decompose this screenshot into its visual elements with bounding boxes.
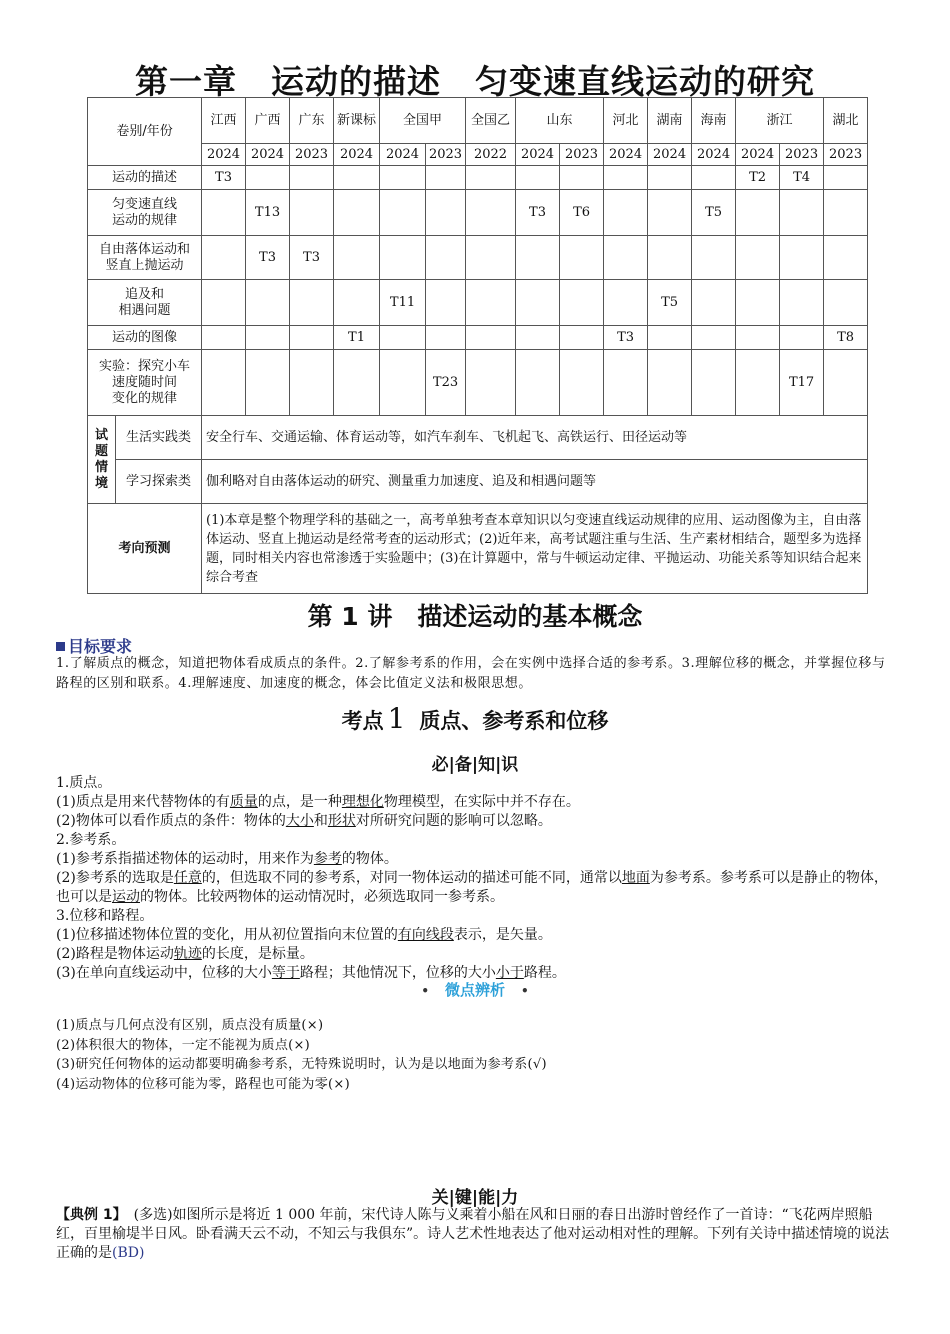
question-cell: T3 [202, 166, 246, 190]
question-cell [560, 236, 604, 280]
context-label: 试 题 情 境 [88, 416, 116, 504]
question-cell [246, 350, 290, 416]
question-cell [290, 280, 334, 326]
question-cell [202, 326, 246, 350]
forecast-row [88, 504, 868, 594]
knowledge-line: (1)位移描述物体位置的变化，用从初位置指向末位置的有向线段表示，是矢量。 [56, 927, 552, 943]
question-cell [334, 236, 380, 280]
context-type: 生活实践类 [116, 416, 202, 460]
question-cell [648, 166, 692, 190]
question-cell [516, 280, 560, 326]
year-header: 2023 [824, 144, 868, 166]
blank-answer: 等于 [271, 965, 300, 981]
question-cell: T3 [246, 236, 290, 280]
year-header: 2023 [780, 144, 824, 166]
question-cell: T5 [692, 190, 736, 236]
table-row [88, 326, 868, 350]
micro-analysis-heading: • 微点辨析 • [421, 981, 529, 999]
question-cell: T8 [824, 326, 868, 350]
knowledge-line: (2)参考系的选取是任意的，但选取不同的参考系，对同一物体运动的描述可能不同，通常以地面为参考系。参考系可以是静止的物体，也可以是运动的物体。比较两物体的运动情况时，必须选取同一参考系。 [56, 870, 888, 905]
question-cell [466, 350, 516, 416]
question-cell [604, 166, 648, 190]
judgment-item: (1)质点与几何点没有区别，质点没有质量(×) [56, 1018, 324, 1033]
question-cell [736, 280, 780, 326]
table-row [88, 280, 868, 326]
judgment-item: (2)体积很大的物体，一定不能视为质点(×) [56, 1037, 311, 1053]
table-corner-header: 卷别/年份 [88, 98, 202, 166]
question-cell: T17 [780, 350, 824, 416]
region-header: 江西 [202, 98, 246, 144]
table-row [88, 350, 868, 416]
table-row [88, 166, 868, 190]
question-cell [334, 190, 380, 236]
judgment-item: (4)运动物体的位移可能为零，路程也可能为零(×) [56, 1076, 350, 1092]
context-row [88, 460, 868, 504]
question-cell: T3 [290, 236, 334, 280]
question-cell [380, 166, 426, 190]
question-cell [780, 236, 824, 280]
region-header: 浙江 [736, 98, 824, 144]
question-cell [736, 236, 780, 280]
question-cell [466, 236, 516, 280]
lecture-title: 第 1 讲 描述运动的基本概念 [307, 602, 643, 631]
context-type: 学习探索类 [116, 460, 202, 504]
question-cell [380, 236, 426, 280]
question-cell [246, 326, 290, 350]
question-cell [516, 236, 560, 280]
ability-heading: 关|键|能|力 [431, 1188, 519, 1208]
year-header: 2024 [380, 144, 426, 166]
question-cell [466, 326, 516, 350]
question-cell [290, 350, 334, 416]
question-cell [202, 236, 246, 280]
kaodian-title: 考点 1 质点、参考系和位移 [341, 702, 609, 735]
question-cell [692, 280, 736, 326]
question-cell [426, 190, 466, 236]
forecast-text: (1)本章是整个物理学科的基础之一，高考单独考查本章知识以匀变速直线运动规律的应用、运动图像为主，自由落体运动、竖直上抛运动是经常考查的运动形式；(2)近年来，高考试题注重与生活、生产素材相结合，题型多为选择题，同时相关内容也常渗透于实验题中；(3)在计算题中，常与牛顿运动定律、平抛运动、功能关系等知识结合起来综合考查 [202, 504, 868, 594]
knowledge-line: (1)质点是用来代替物体的有质量的点，是一种理想化物理模型，在实际中并不存在。 [56, 794, 580, 810]
year-header: 2023 [426, 144, 466, 166]
question-cell [202, 190, 246, 236]
question-cell: T13 [246, 190, 290, 236]
judgment-list [56, 1016, 896, 1094]
question-cell [824, 280, 868, 326]
table-row [88, 190, 868, 236]
question-cell [426, 280, 466, 326]
region-header: 新课标 [334, 98, 380, 144]
question-cell [648, 350, 692, 416]
topic-cell: 实验：探究小车 速度随时间 变化的规律 [88, 350, 202, 416]
knowledge-line: (3)在单向直线运动中，位移的大小等于路程；其他情况下，位移的大小小于路程。 [56, 965, 566, 981]
question-cell [736, 190, 780, 236]
knowledge-line: (2)路程是物体运动轨迹的长度，是标量。 [56, 946, 314, 962]
question-cell [824, 236, 868, 280]
question-cell [560, 166, 604, 190]
question-cell: T23 [426, 350, 466, 416]
topic-cell: 匀变速直线 运动的规律 [88, 190, 202, 236]
year-header: 2024 [516, 144, 560, 166]
question-cell [426, 236, 466, 280]
question-cell [692, 350, 736, 416]
context-row [88, 416, 868, 460]
question-cell: T3 [516, 190, 560, 236]
square-bullet-icon [56, 642, 65, 651]
blank-answer: 有向线段 [397, 927, 454, 943]
question-cell [246, 166, 290, 190]
blank-answer: 任意 [173, 870, 202, 886]
question-cell [202, 350, 246, 416]
question-cell [692, 166, 736, 190]
forecast-label: 考向预测 [88, 504, 202, 594]
year-header: 2023 [290, 144, 334, 166]
year-header: 2022 [466, 144, 516, 166]
question-cell [736, 326, 780, 350]
topic-cell: 追及和 相遇问题 [88, 280, 202, 326]
question-cell [560, 350, 604, 416]
table-row [88, 236, 868, 280]
knowledge-body [56, 774, 896, 983]
year-header: 2024 [692, 144, 736, 166]
knowledge-heading: 必|备|知|识 [431, 755, 519, 775]
goals-text: 1.了解质点的概念，知道把物体看成质点的条件。2.了解参考系的作用，会在实例中选择合适的参考系。3.理解位移的概念，并掌握位移与路程的区别和联系。4.理解速度、加速度的概念，体会比值定义法和极限思想。 [56, 656, 886, 691]
question-cell [824, 166, 868, 190]
blank-answer: 运动 [112, 889, 140, 905]
blank-answer: 参考 [313, 851, 342, 867]
year-header: 2024 [334, 144, 380, 166]
region-header: 广西 [246, 98, 290, 144]
blank-answer: 地面 [621, 870, 650, 886]
chapter-title: 第一章 运动的描述 匀变速直线运动的研究 [135, 62, 815, 101]
question-cell [380, 350, 426, 416]
question-cell [380, 190, 426, 236]
question-cell: T4 [780, 166, 824, 190]
region-header: 广东 [290, 98, 334, 144]
knowledge-line: (1)参考系指描述物体的运动时，用来作为参考的物体。 [56, 851, 398, 867]
question-cell [466, 190, 516, 236]
question-cell [516, 350, 560, 416]
question-cell [780, 280, 824, 326]
question-cell: T6 [560, 190, 604, 236]
region-header: 全国甲 [380, 98, 466, 144]
year-header: 2024 [736, 144, 780, 166]
question-cell [426, 166, 466, 190]
blank-answer: 形状 [327, 813, 356, 829]
year-header: 2024 [246, 144, 290, 166]
question-cell [380, 326, 426, 350]
region-header: 全国乙 [466, 98, 516, 144]
question-cell [290, 190, 334, 236]
question-cell [604, 190, 648, 236]
question-cell [290, 326, 334, 350]
question-cell [246, 280, 290, 326]
question-cell [604, 236, 648, 280]
question-cell [334, 350, 380, 416]
question-cell [780, 326, 824, 350]
year-header: 2024 [648, 144, 692, 166]
region-header: 海南 [692, 98, 736, 144]
topic-cell: 运动的描述 [88, 166, 202, 190]
question-cell [466, 280, 516, 326]
context-text: 伽利略对自由落体运动的研究、测量重力加速度、追及和相遇问题等 [202, 460, 868, 504]
region-header: 湖北 [824, 98, 868, 144]
topic-cell: 运动的图像 [88, 326, 202, 350]
question-cell [736, 350, 780, 416]
question-cell [648, 190, 692, 236]
question-cell [334, 280, 380, 326]
blank-answer: 理想化 [341, 794, 384, 810]
region-header: 湖南 [648, 98, 692, 144]
question-cell [692, 236, 736, 280]
exam-distribution-table [87, 97, 868, 594]
context-text: 安全行车、交通运输、体育运动等，如汽车刹车、飞机起飞、高铁运行、田径运动等 [202, 416, 868, 460]
question-cell: T11 [380, 280, 426, 326]
question-cell [516, 166, 560, 190]
question-cell [560, 326, 604, 350]
knowledge-line: 2.参考系。 [56, 832, 126, 848]
question-cell: T1 [334, 326, 380, 350]
question-cell [648, 236, 692, 280]
question-cell [824, 350, 868, 416]
blank-answer: 轨迹 [173, 946, 202, 962]
topic-cell: 自由落体运动和 竖直上抛运动 [88, 236, 202, 280]
question-cell: T2 [736, 166, 780, 190]
year-header: 2024 [202, 144, 246, 166]
example-answer: (BD) [112, 1245, 145, 1261]
question-cell [560, 280, 604, 326]
question-cell [692, 326, 736, 350]
question-cell [604, 350, 648, 416]
question-cell [604, 280, 648, 326]
question-cell: T5 [648, 280, 692, 326]
knowledge-line: (2)物体可以看作质点的条件：物体的大小和形状对所研究问题的影响可以忽略。 [56, 813, 552, 829]
question-cell [824, 190, 868, 236]
question-cell: T3 [604, 326, 648, 350]
question-cell [466, 166, 516, 190]
blank-answer: 质量 [229, 794, 258, 810]
question-cell [648, 326, 692, 350]
region-header: 山东 [516, 98, 604, 144]
year-header: 2024 [604, 144, 648, 166]
blank-answer: 小于 [495, 965, 524, 981]
example-1: 【典例 1】 (多选)如图所示是将近 1 000 年前，宋代诗人陈与义乘着小船在风和日丽的春日出游时曾经作了一首诗：“飞花两岸照船红，百里榆堤半日风。卧看满天云不动，不知云与我俱东”。诗人艺术性地表达了他对运动相对性的理解。下列有关诗中描述情境的说法正确的是(BD) [56, 1207, 890, 1261]
question-cell [516, 326, 560, 350]
question-cell [334, 166, 380, 190]
judgment-item: (3)研究任何物体的运动都要明确参考系，无特殊说明时，认为是以地面为参考系(√) [56, 1057, 547, 1072]
knowledge-line: 3.位移和路程。 [56, 908, 154, 924]
year-header: 2023 [560, 144, 604, 166]
question-cell [290, 166, 334, 190]
question-cell [780, 190, 824, 236]
blank-answer: 大小 [285, 813, 314, 829]
question-cell [426, 326, 466, 350]
goals-heading: 目标要求 [56, 634, 132, 657]
region-header: 河北 [604, 98, 648, 144]
knowledge-line: 1.质点。 [56, 775, 112, 791]
question-cell [202, 280, 246, 326]
